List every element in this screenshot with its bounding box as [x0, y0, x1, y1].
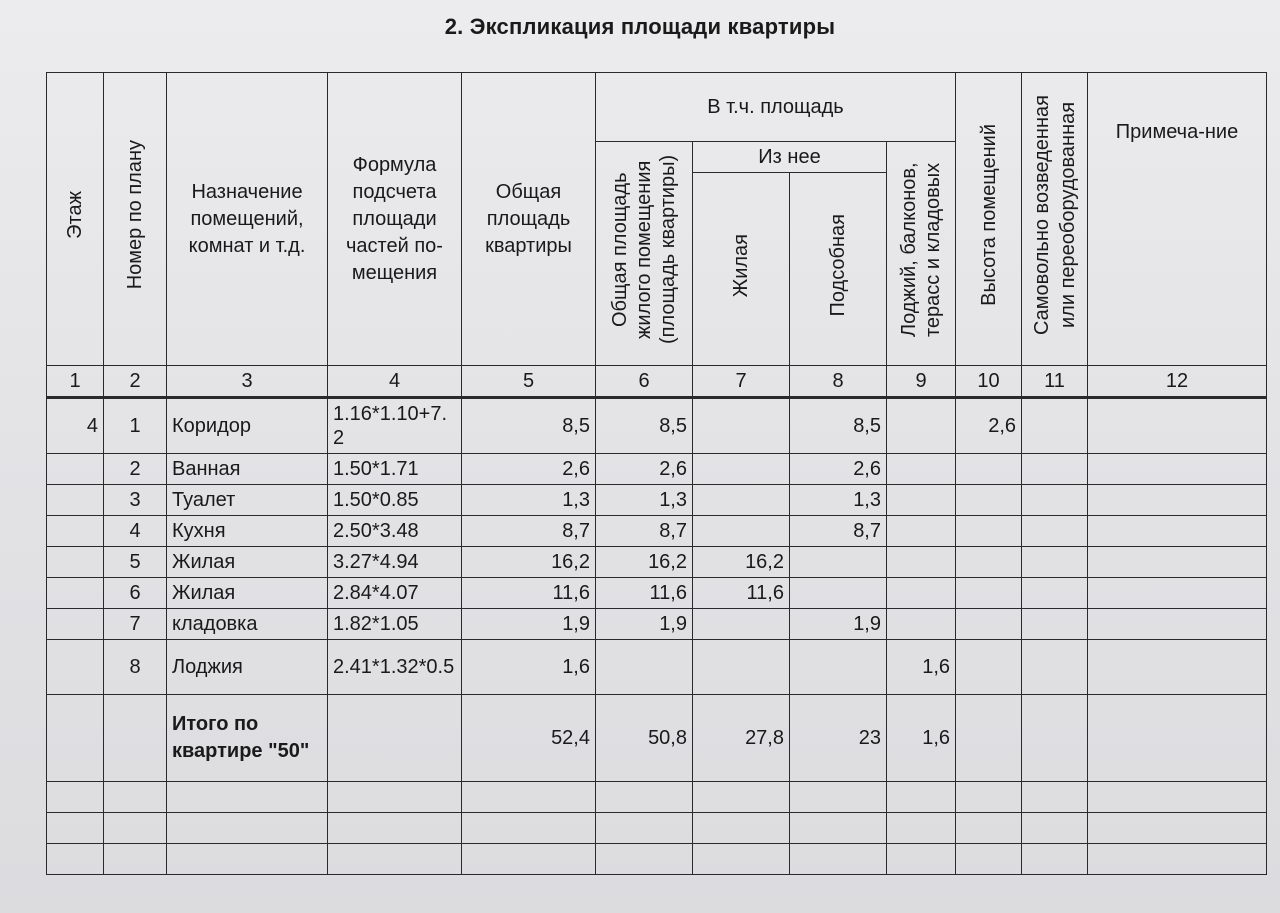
cell-room-name: кладовка — [167, 609, 328, 640]
cell-height — [956, 454, 1022, 485]
cell-note — [1088, 609, 1267, 640]
cell-floor — [47, 609, 104, 640]
cell-total-area: 11,6 — [462, 578, 596, 609]
cell-total-area: 8,7 — [462, 516, 596, 547]
cell-room-name: Жилая — [167, 578, 328, 609]
cell-formula: 1.50*0.85 — [328, 485, 462, 516]
cell-formula: 1.50*1.71 — [328, 454, 462, 485]
cell-plan-number — [104, 695, 167, 782]
cell-height: 2,6 — [956, 398, 1022, 454]
table-row — [47, 516, 1267, 547]
header-unauthorized: Самовольно возведенная или переоборудованная — [1022, 73, 1088, 366]
cell-unauthorized — [1022, 609, 1088, 640]
total-label: Итого по квартире "50" — [167, 695, 328, 782]
cell-unauthorized — [1022, 454, 1088, 485]
cell-total-area: 1,3 — [462, 485, 596, 516]
col-number: 4 — [328, 366, 462, 398]
cell-formula: 1.82*1.05 — [328, 609, 462, 640]
header-loggias: Лоджий, балконов, терасс и кладовых — [887, 142, 956, 366]
cell-loggia: 1,6 — [887, 640, 956, 695]
cell-total-area: 8,5 — [462, 398, 596, 454]
cell-formula: 2.50*3.48 — [328, 516, 462, 547]
cell-floor — [47, 454, 104, 485]
total-area: 52,4 — [462, 695, 596, 782]
table-row — [47, 547, 1267, 578]
table-row — [47, 640, 1267, 695]
col-number: 7 — [693, 366, 790, 398]
total-row — [47, 695, 1267, 782]
col-number: 5 — [462, 366, 596, 398]
cell-plan-number: 1 — [104, 398, 167, 454]
cell-plan-number: 3 — [104, 485, 167, 516]
header-of-which: Из нее — [693, 142, 887, 173]
header-living-total: Общая площадь жилого помещения (площадь квартиры) — [596, 142, 693, 366]
cell-living: 16,2 — [693, 547, 790, 578]
cell-auxiliary: 1,9 — [790, 609, 887, 640]
cell-unauthorized — [1022, 485, 1088, 516]
header-formula: Формула подсчета площади частей по-мещения — [328, 73, 462, 366]
total-living-total: 50,8 — [596, 695, 693, 782]
cell-plan-number: 5 — [104, 547, 167, 578]
empty-row — [47, 813, 1267, 844]
cell-floor — [47, 516, 104, 547]
cell-note — [1088, 398, 1267, 454]
cell-unauthorized — [1022, 547, 1088, 578]
cell-living-total — [596, 640, 693, 695]
cell-auxiliary: 8,7 — [790, 516, 887, 547]
cell-height — [956, 485, 1022, 516]
table-row — [47, 609, 1267, 640]
cell-note — [1088, 485, 1267, 516]
cell-height — [956, 547, 1022, 578]
cell-living-total: 16,2 — [596, 547, 693, 578]
cell-floor — [47, 485, 104, 516]
cell-floor — [47, 547, 104, 578]
cell-auxiliary: 1,3 — [790, 485, 887, 516]
table-row — [47, 578, 1267, 609]
cell-living — [693, 640, 790, 695]
cell-living — [693, 454, 790, 485]
cell-plan-number: 4 — [104, 516, 167, 547]
cell-formula — [328, 695, 462, 782]
header-plan-number: Номер по плану — [104, 73, 167, 366]
col-number: 1 — [47, 366, 104, 398]
cell-living-total: 8,5 — [596, 398, 693, 454]
cell-note — [1088, 547, 1267, 578]
cell-total-area: 16,2 — [462, 547, 596, 578]
col-number: 10 — [956, 366, 1022, 398]
total-auxiliary: 23 — [790, 695, 887, 782]
header-row-1 — [47, 73, 1267, 142]
header-floor: Этаж — [47, 73, 104, 366]
cell-unauthorized — [1022, 398, 1088, 454]
cell-living: 11,6 — [693, 578, 790, 609]
cell-note — [1088, 578, 1267, 609]
col-number: 6 — [596, 366, 693, 398]
cell-note — [1088, 516, 1267, 547]
cell-room-name: Туалет — [167, 485, 328, 516]
empty-row — [47, 844, 1267, 875]
header-living: Жилая — [693, 173, 790, 366]
cell-height — [956, 578, 1022, 609]
cell-room-name: Лоджия — [167, 640, 328, 695]
cell-plan-number: 6 — [104, 578, 167, 609]
col-number: 2 — [104, 366, 167, 398]
cell-formula: 2.84*4.07 — [328, 578, 462, 609]
cell-loggia — [887, 578, 956, 609]
cell-height — [956, 609, 1022, 640]
cell-living — [693, 516, 790, 547]
empty-row — [47, 782, 1267, 813]
cell-total-area: 1,9 — [462, 609, 596, 640]
document-title: 2. Экспликация площади квартиры — [444, 14, 836, 39]
cell-living-total: 8,7 — [596, 516, 693, 547]
cell-formula: 2.41*1.32*0.5 — [328, 640, 462, 695]
cell-note — [1088, 454, 1267, 485]
cell-total-area: 1,6 — [462, 640, 596, 695]
table-row — [47, 485, 1267, 516]
cell-note — [1088, 695, 1267, 782]
cell-height — [956, 695, 1022, 782]
cell-room-name: Ванная — [167, 454, 328, 485]
cell-living-total: 1,3 — [596, 485, 693, 516]
cell-unauthorized — [1022, 640, 1088, 695]
explication-table — [46, 72, 1267, 875]
cell-auxiliary — [790, 640, 887, 695]
table-row — [47, 398, 1267, 454]
column-number-row — [47, 366, 1267, 398]
header-note: Примеча-ние — [1088, 73, 1267, 366]
cell-unauthorized — [1022, 516, 1088, 547]
col-number: 9 — [887, 366, 956, 398]
header-auxiliary: Подсобная — [790, 173, 887, 366]
cell-total-area: 2,6 — [462, 454, 596, 485]
table-row — [47, 454, 1267, 485]
cell-living-total: 11,6 — [596, 578, 693, 609]
cell-living — [693, 485, 790, 516]
total-loggia: 1,6 — [887, 695, 956, 782]
cell-plan-number: 8 — [104, 640, 167, 695]
cell-loggia — [887, 516, 956, 547]
cell-unauthorized — [1022, 578, 1088, 609]
cell-auxiliary: 8,5 — [790, 398, 887, 454]
col-number: 11 — [1022, 366, 1088, 398]
cell-formula: 3.27*4.94 — [328, 547, 462, 578]
header-incl-area: В т.ч. площадь — [596, 73, 956, 142]
cell-height — [956, 516, 1022, 547]
cell-living-total: 2,6 — [596, 454, 693, 485]
cell-note — [1088, 640, 1267, 695]
total-living: 27,8 — [693, 695, 790, 782]
header-height: Высота помещений — [956, 73, 1022, 366]
cell-living — [693, 398, 790, 454]
col-number: 3 — [167, 366, 328, 398]
cell-floor: 4 — [47, 398, 104, 454]
cell-plan-number: 2 — [104, 454, 167, 485]
col-number: 12 — [1088, 366, 1267, 398]
cell-formula: 1.16*1.10+7.2 — [328, 398, 462, 454]
cell-loggia — [887, 454, 956, 485]
header-total-area: Общая площадь квартиры — [462, 73, 596, 366]
cell-loggia — [887, 609, 956, 640]
cell-floor — [47, 578, 104, 609]
cell-auxiliary — [790, 547, 887, 578]
cell-loggia — [887, 398, 956, 454]
cell-room-name: Кухня — [167, 516, 328, 547]
cell-floor — [47, 695, 104, 782]
cell-room-name: Коридор — [167, 398, 328, 454]
cell-unauthorized — [1022, 695, 1088, 782]
cell-room-name: Жилая — [167, 547, 328, 578]
cell-auxiliary: 2,6 — [790, 454, 887, 485]
cell-loggia — [887, 547, 956, 578]
cell-height — [956, 640, 1022, 695]
cell-loggia — [887, 485, 956, 516]
col-number: 8 — [790, 366, 887, 398]
cell-living — [693, 609, 790, 640]
cell-living-total: 1,9 — [596, 609, 693, 640]
header-purpose: Назначение помещений, комнат и т.д. — [167, 73, 328, 366]
cell-floor — [47, 640, 104, 695]
cell-plan-number: 7 — [104, 609, 167, 640]
cell-auxiliary — [790, 578, 887, 609]
